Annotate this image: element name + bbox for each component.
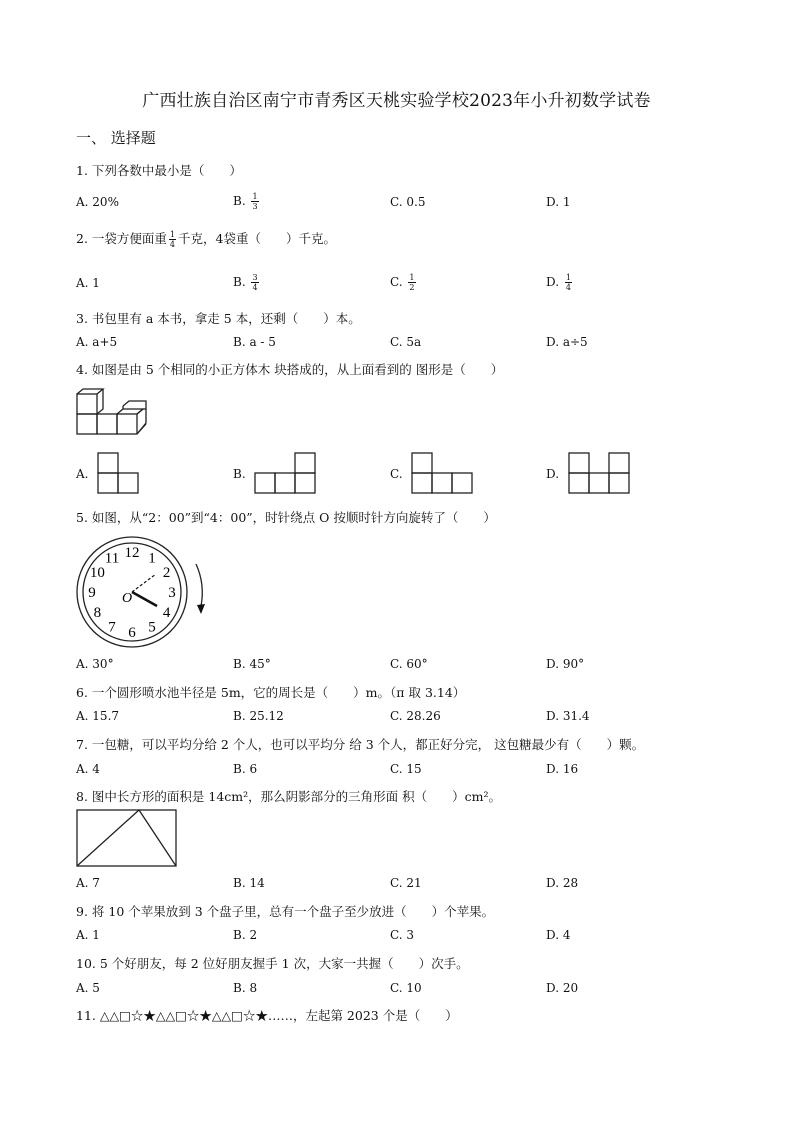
q3-option-b: B. a - 5	[233, 335, 276, 349]
q4-option-b: B.	[233, 467, 246, 481]
fraction	[251, 192, 258, 211]
q10-option-b: B. 8	[233, 981, 258, 995]
q10-option-d: D. 20	[546, 981, 579, 995]
q3-option-d: D. a÷5	[546, 335, 588, 349]
q2-option-d-label: D.	[546, 275, 560, 289]
question-4-stem: 4. 如图是由 5 个相同的小正方体木 块搭成的，从上面看到的 图形是（ ）	[76, 362, 504, 377]
q7-option-d: D. 16	[546, 762, 579, 776]
q7-option-a: A. 4	[76, 762, 100, 776]
q4-option-b-shape	[254, 452, 319, 496]
question-11-stem: 11. △△□☆★△△□☆★△△□☆★……，左起第 2023 个是（ ）	[76, 1008, 458, 1023]
q1-option-d: D. 1	[546, 195, 571, 209]
clock-numeral: 3	[168, 585, 176, 601]
question-5-stem: 5. 如图，从“2：00”到“4：00”，时针绕点 O 按顺时针方向旋转了（ ）	[76, 510, 496, 525]
q4-option-c-shape	[411, 452, 476, 496]
clock-numeral: 8	[93, 605, 102, 621]
question-8-stem: 8. 图中长方形的面积是 14cm²，那么阴影部分的三角形面 积（ ）cm²。	[76, 789, 501, 804]
fraction-denominator: 4	[169, 240, 175, 249]
clock-figure	[76, 536, 211, 648]
q5-option-c: C. 60°	[390, 657, 428, 671]
q1-option-b	[233, 192, 261, 211]
fraction-numerator: 1	[252, 192, 258, 201]
q6-option-c: C. 28.26	[390, 709, 441, 723]
q3-option-a: A. a+5	[76, 335, 118, 349]
cube-stack-figure	[76, 388, 151, 438]
rectangle-triangle-figure	[76, 809, 180, 869]
q8-option-c: C. 21	[390, 876, 422, 890]
fraction	[169, 230, 176, 249]
question-10-stem: 10. 5 个好朋友，每 2 位好朋友握手 1 次，大家一共握（ ）次手。	[76, 956, 469, 971]
clock-numeral: 6	[128, 625, 136, 641]
clock-numeral: 5	[148, 619, 156, 636]
q1-option-a: A. 20%	[76, 195, 119, 209]
q6-option-b: B. 25.12	[233, 709, 284, 723]
q2-stem-part2: 千克，4袋重（ ）千克。	[178, 231, 336, 246]
q6-option-a: A. 15.7	[76, 709, 120, 723]
q2-option-c-label: C.	[390, 275, 403, 289]
question-3-stem: 3. 书包里有 a 本书，拿走 5 本，还剩（ ）本。	[76, 311, 361, 326]
clock-numeral: 9	[88, 585, 96, 601]
q4-option-a-shape	[97, 452, 142, 496]
q2-stem-part1: 2. 一袋方便面重	[76, 231, 167, 246]
fraction-denominator: 2	[409, 283, 415, 292]
clock-numeral: 11	[104, 550, 120, 567]
clock-center-label: O	[122, 591, 133, 606]
q10-option-c: C. 10	[390, 981, 422, 995]
fraction-denominator: 4	[565, 283, 571, 292]
q3-option-c: C. 5a	[390, 335, 422, 349]
question-2-stem	[76, 229, 336, 249]
q2-option-b-label: B.	[233, 275, 246, 289]
q6-option-d: D. 31.4	[546, 709, 590, 723]
q10-option-a: A. 5	[76, 981, 100, 995]
q9-option-a: A. 1	[76, 928, 100, 942]
q1-option-b-label: B.	[233, 194, 246, 208]
clock-numeral: 12	[124, 545, 140, 561]
q1-option-c: C. 0.5	[390, 195, 426, 209]
question-1-stem: 1. 下列各数中最小是（ ）	[76, 163, 242, 178]
q4-option-c: C.	[390, 467, 403, 481]
clock-numeral: 2	[162, 565, 171, 581]
q9-option-b: B. 2	[233, 928, 258, 942]
question-6-stem: 6. 一个圆形喷水池半径是 5m，它的周长是（ ）m。（π 取 3.14）	[76, 685, 466, 700]
q7-option-b: B. 6	[233, 762, 258, 776]
clock-numeral: 7	[108, 619, 116, 636]
q4-option-d-shape	[568, 452, 633, 496]
fraction-numerator: 3	[252, 273, 258, 282]
clock-numeral: 4	[162, 605, 171, 621]
fraction-numerator: 1	[565, 273, 571, 282]
question-9-stem: 9. 将 10 个苹果放到 3 个盘子里，总有一个盘子至少放进（ ）个苹果。	[76, 904, 495, 919]
q5-option-a: A. 30°	[76, 657, 114, 671]
fraction-numerator: 1	[409, 273, 415, 282]
fraction-denominator: 4	[252, 283, 258, 292]
q4-option-d: D.	[546, 467, 560, 481]
q4-option-a: A.	[76, 467, 89, 481]
q8-option-b: B. 14	[233, 876, 265, 890]
clock-numeral: 1	[148, 550, 156, 567]
page-title: 广西壮族自治区南宁市青秀区天桃实验学校2023年小升初数学试卷	[142, 91, 651, 111]
q2-option-c	[390, 273, 418, 292]
clock-numeral: 10	[89, 565, 105, 581]
q5-option-b: B. 45°	[233, 657, 271, 671]
q8-option-d: D. 28	[546, 876, 579, 890]
q9-option-c: C. 3	[390, 928, 415, 942]
fraction	[251, 273, 258, 292]
q8-option-a: A. 7	[76, 876, 100, 890]
fraction	[565, 273, 572, 292]
q2-option-d	[546, 273, 574, 292]
fraction	[408, 273, 415, 292]
q7-option-c: C. 15	[390, 762, 422, 776]
q5-option-d: D. 90°	[546, 657, 585, 671]
q9-option-d: D. 4	[546, 928, 571, 942]
fraction-denominator: 3	[252, 202, 258, 211]
q2-option-b	[233, 273, 261, 292]
section-heading: 一、 选择题	[76, 129, 156, 147]
fraction-numerator: 1	[169, 230, 175, 239]
question-7-stem: 7. 一包糖，可以平均分给 2 个人，也可以平均分 给 3 个人，都正好分完， 这包糖最少有（ ）颗。	[76, 737, 645, 752]
q2-option-a: A. 1	[76, 276, 100, 290]
